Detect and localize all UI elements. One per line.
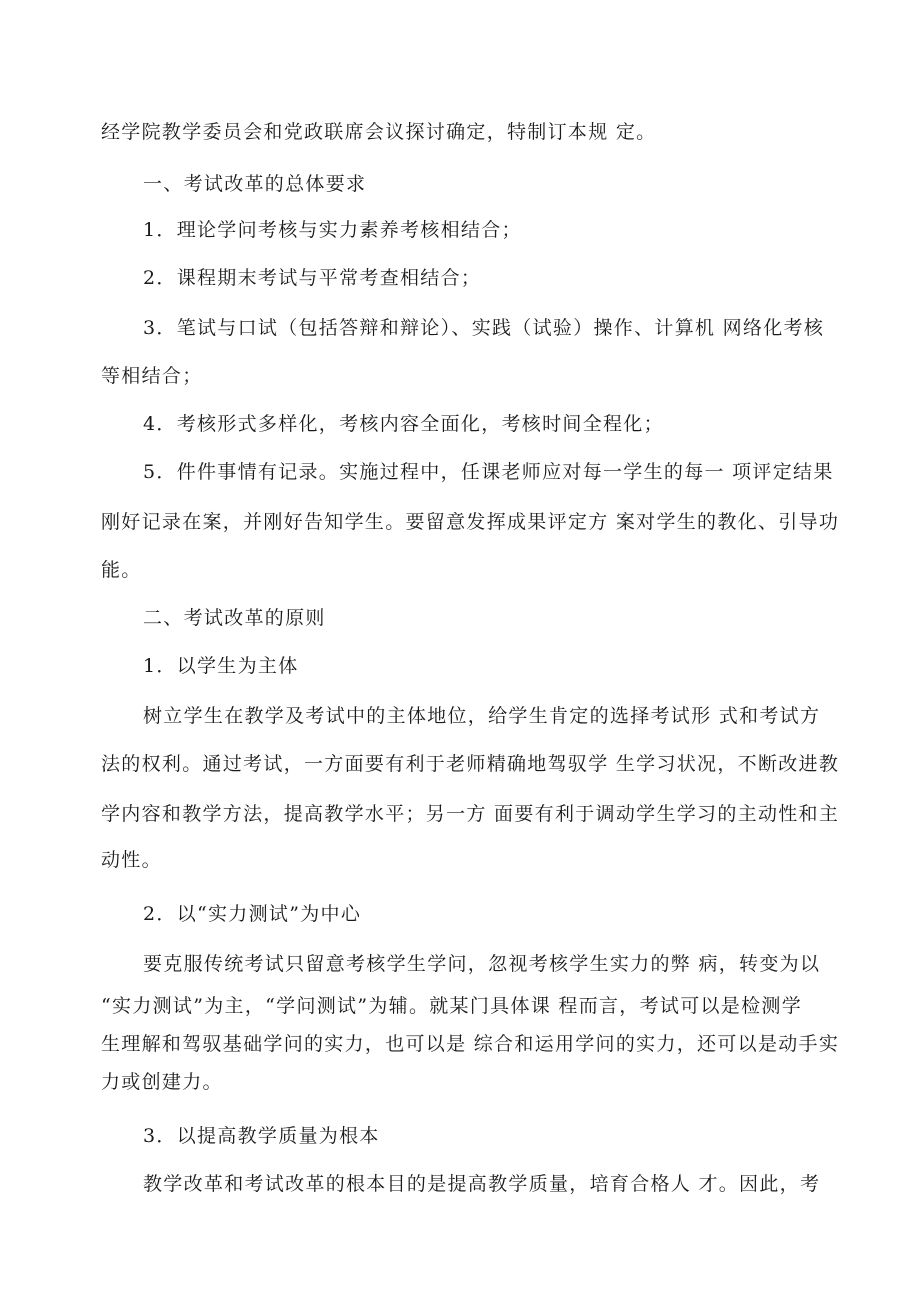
paragraph-line: 力或创建力。 (101, 1071, 223, 1093)
paragraph-line: 能。 (101, 559, 142, 581)
list-item: 5．件件事情有记录。实施过程中，任课老师应对每一学生的每一 项评定结果 (143, 461, 834, 483)
paragraph-line: 等相结合； (101, 365, 203, 387)
list-item: 2．课程期末考试与平常考查相结合； (143, 267, 482, 289)
paragraph-line: 学内容和教学方法，提高教学水平；另一方 面要有利于调动学生学习的主动性和主 (101, 803, 840, 825)
list-item: 1．理论学问考核与实力素养考核相结合； (143, 219, 522, 241)
paragraph-line: 教学改革和考试改革的根本目的是提高教学质量，培育合格人 才。因此，考 (143, 1173, 821, 1195)
subsection-heading: 3．以提高教学质量为根本 (143, 1125, 380, 1147)
paragraph-line: 动性。 (101, 849, 162, 871)
paragraph-line: 要克服传统考试只留意考核学生学问，忽视考核学生实力的弊 病，转变为以 (143, 953, 821, 975)
paragraph-line: 刚好记录在案，并刚好告知学生。要留意发挥成果评定方 案对学生的教化、引导功 (101, 511, 840, 533)
paragraph-line: 树立学生在教学及考试中的主体地位，给学生肯定的选择考试形 式和考试方 (143, 705, 821, 727)
paragraph-line: “实力测试”为主，“学问测试”为辅。就某门具体课 程而言，考试可以是检测学 (101, 995, 802, 1017)
section-heading: 二、考试改革的原则 (143, 607, 326, 629)
section-heading: 一、考试改革的总体要求 (143, 173, 367, 195)
paragraph-line: 经学院教学委员会和党政联席会议探讨确定，特制订本规 定。 (101, 121, 657, 143)
subsection-heading: 1．以学生为主体 (143, 655, 299, 677)
subsection-heading: 2．以“实力测试”为中心 (143, 903, 362, 925)
list-item: 4．考核形式多样化，考核内容全面化，考核时间全程化； (143, 413, 664, 435)
list-item: 3．笔试与口试（包括答辩和辩论）、实践（试验）操作、计算机 网络化考核 (143, 317, 825, 339)
paragraph-line: 法的权利。通过考试，一方面要有利于老师精确地驾驭学 生学习状况，不断改进教 (101, 753, 840, 775)
paragraph-line: 生理解和驾驭基础学问的实力，也可以是 综合和运用学问的实力，还可以是动手实 (101, 1033, 840, 1055)
